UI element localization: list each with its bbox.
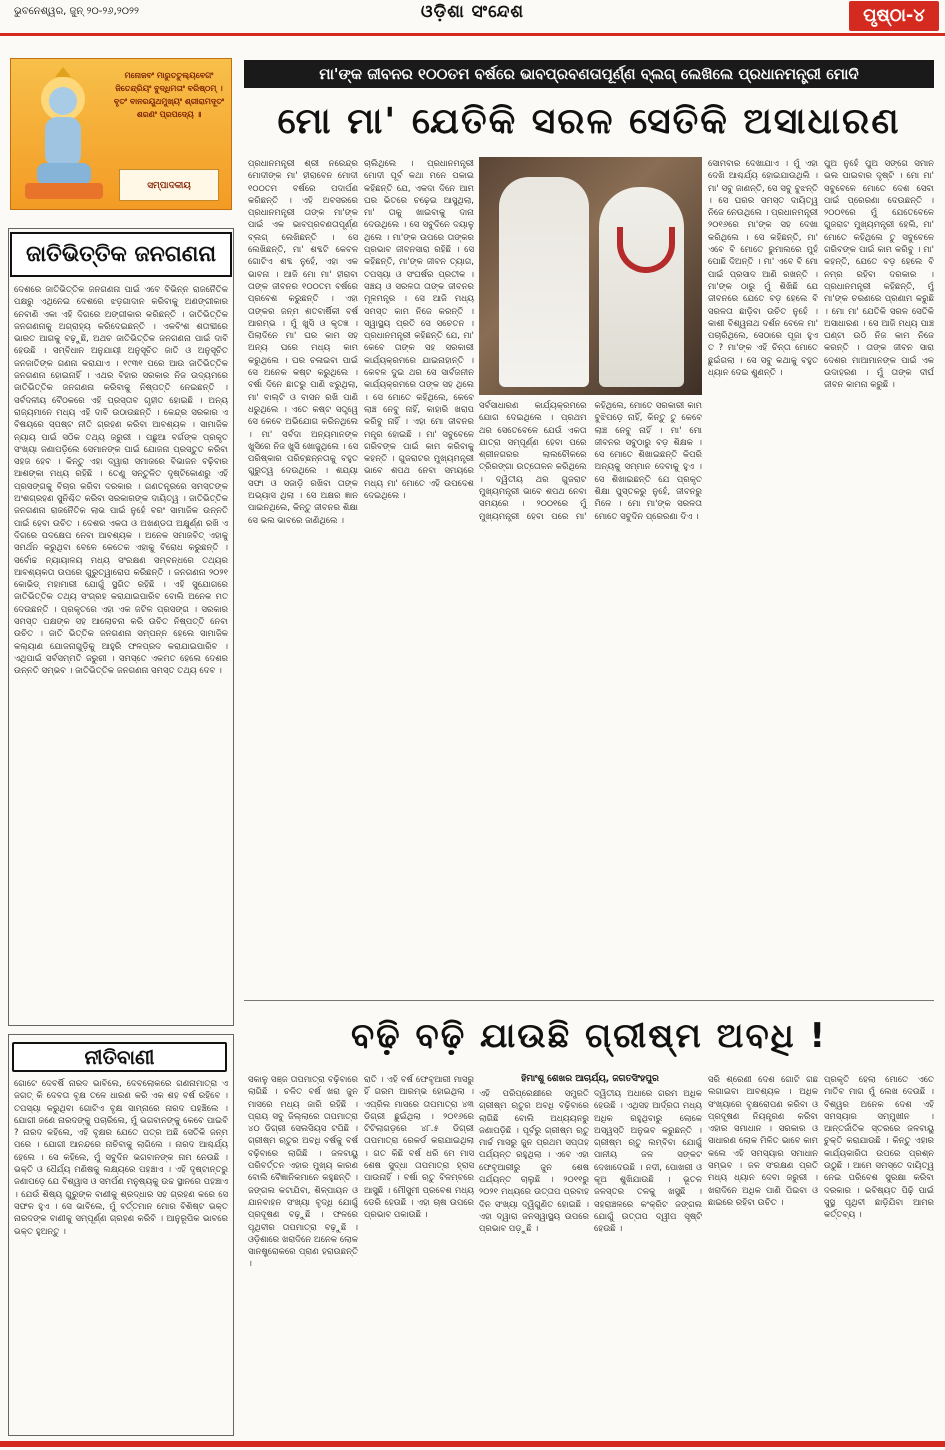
lead-headline: ମୋ ମା' ଯେତିକି ସରଳ ସେତିକି ଅସାଧାରଣ <box>277 101 901 142</box>
lead-kicker: ମା'ଙ୍କ ଜୀବନର ୧୦୦ତମ ବର୍ଷରେ ଭାବପ୍ରବଣତାପୂର୍ଣ୍ଣ ବ୍ଲଗ୍ ଲେଖିଲେ ପ୍ରଧାନମନ୍ତ୍ରୀ ମୋଦି <box>244 60 934 88</box>
header-rule <box>0 33 945 36</box>
devotional-box <box>10 58 232 210</box>
lead-column-4: ସୋମବାର ଦେଖାଯାଏ । ମୁଁ ଏହା ଦେଖି ଆଶ୍ଚର୍ଯ୍ୟ ହୋଇଯାଉଥିଲି । ମା' ସବୁ ଜାଣନ୍ତି, ସେ ସବୁ ବୁଝନ୍ତି । ସେ ଘରର ସମସ୍ତ ଦାୟିତ୍ୱ ନିଜେ ନେଉଥିଲେ । ପ୍ରଧାନମନ୍ତ୍ରୀ ୨୦୧୬ରେ ମା'ଙ୍କ ସହ ଦେଖା କରିଥିଲେ । ସେ କହିଛନ୍ତି, ମା' ଏବେ ବି ମୋତେ ରୁମାଲରେ ମୁହଁ ପୋଛି ଦିଅନ୍ତି । ମା' ଏବେ ବି ମୋ ପାଇଁ ପ୍ରସାଦ ଆଣି ରଖନ୍ତି । ମା'ଙ୍କ ଠାରୁ ମୁଁ ଶିଖିଛି ଯେ ଜୀବନରେ ଯେତେ ବଡ଼ ହେଲେ ବି ସରଳତା ଛାଡ଼ିବା ଉଚିତ ନୁହେଁ । କାଶୀ ବିଶ୍ୱନାଥ ଦର୍ଶନ ବେଳେ ମା' ପଚାରିଥିଲେ, ସେଠାରେ ପୂଜା ହୁଏ ତ ? ମା'ଙ୍କ ଏହି ଚିନ୍ତା ମୋତେ ଛୁଇଁଗଲା । ସେ ସବୁ କଥାକୁ ବହୁତ ଧ୍ୟାନ ଦେଇ ଶୁଣନ୍ତି । <box>708 159 818 379</box>
story-divider <box>244 1000 934 1001</box>
heat-column-6: ପ୍ରକୃତି ହେଲା ମୋତେ ଏତେ ମାତିବ ମାଗ ମୁଁ ଲେଖ ଦେଉଛି । ବିଶ୍ୱର ଅନେକ ଦେଶ ଏହି ସମସ୍ୟାର ସମ୍ମୁଖୀନ । ଆନ୍ତର୍ଜାତିକ ସ୍ତରରେ ଜଳବାୟୁ ଚୁକ୍ତି କରାଯାଉଛି । କିନ୍ତୁ ଏହାର କାର୍ଯ୍ୟକାରିତା ଉପରେ ପ୍ରଶ୍ନ ଉଠୁଛି । ଆମେ ସମସ୍ତେ ଦାୟିତ୍ୱ ନେଇ ପରିବେଶ ସୁରକ୍ଷା କରିବା ଦରକାର । ଭବିଷ୍ୟତ ପିଢ଼ି ପାଇଁ ସୁସ୍ଥ ପୃଥିବୀ ଛାଡ଼ିଯିବା ଆମର କର୍ତ୍ତବ୍ୟ । <box>824 1075 934 1221</box>
heat-headline: ବଢ଼ି ବଢ଼ି ଯାଉଛି ଗ୍ରୀଷ୍ମ ଅବଧି ! <box>350 1016 828 1056</box>
editorial-title: ଜାତିଭିତ୍ତିକ ଜନଗଣନା <box>10 232 232 277</box>
lead-column-1: ପ୍ରଧାନମନ୍ତ୍ରୀ ଶ୍ରୀ ନରେନ୍ଦ୍ର ମୋଦୀଙ୍କ ମା' ହୀରାବେନ ମୋଦୀ ୧୦୦ତମ ବର୍ଷରେ ପଦାର୍ପଣ କରିଛନ୍ତି । ଏହି ଅବସରରେ ପ୍ରଧାନମନ୍ତ୍ରୀ ତାଙ୍କ ମା'ଙ୍କ ପାଇଁ ଏକ ଭାବପ୍ରବଣତାପୂର୍ଣ୍ଣ ବ୍ଲଗ୍ ଲେଖିଛନ୍ତି । ସେ ଲେଖିଛନ୍ତି, ମା' ଶବ୍ଦଟି କେବଳ ଗୋଟିଏ ଶବ୍ଦ ନୁହେଁ, ଏହା ଏକ ଭାବନା । ଆଜି ମୋ ମା' ହୀରାବା ତାଙ୍କ ଜୀବନର ୧୦୦ତମ ବର୍ଷରେ ପ୍ରବେଶ କରୁଛନ୍ତି । ଏହା ତାଙ୍କର ଜନ୍ମ ଶତବାର୍ଷିକୀ ବର୍ଷ ଆରମ୍ଭ । ମୁଁ ଖୁସି ଓ କୃତଜ୍ଞ । ପିଲାଦିନେ ମା' ଘର କାମ ସହ ଅନ୍ୟ ଘରେ ମଧ୍ୟ କାମ କରୁଥିଲେ । ଘର ଚଳାଇବା ପାଇଁ ସେ ଅନେକ କଷ୍ଟ କରୁଥିଲେ । ବର୍ଷା ଦିନେ ଛାତରୁ ପାଣି ଝରୁଥିଲା, ମା' ବାଲ୍ଟି ଓ ବାସନ ରଖି ପାଣି ଧରୁଥିଲେ । ଏତେ କଷ୍ଟ ସତ୍ତ୍ୱେ ସେ କେବେ ଅଭିଯୋଗ କରିନଥିଲେ । ମା' ସର୍ବଦା ଅନ୍ୟମାନଙ୍କ ଖୁସିରେ ନିଜ ଖୁସି ଖୋଜୁଥିଲେ । ସେ ପରିଷ୍କାର ପରିଚ୍ଛନ୍ନତାକୁ ବହୁତ ଗୁରୁତ୍ୱ ଦେଉଥିଲେ । ଶଯ୍ୟା ସଫା ଓ ସଜାଡ଼ି ରଖିବା ତାଙ୍କ ଅଭ୍ୟାସ ଥିଲା । ସେ ଅକ୍ଷର ଜ୍ଞାନ ପାଇନଥିଲେ, କିନ୍ତୁ ଜୀବନର ଶିକ୍ଷା ସେ ଭଲ ଭାବରେ ଜାଣିଥିଲେ । <box>248 159 358 526</box>
editorial-body: ଦେଶରେ ଜାତିଭିତ୍ତିକ ଜନଗଣନା ପାଇଁ ଏବେ ବିଭିନ୍ନ ରାଜନୈତିକ ପକ୍ଷରୁ ଏଥିନେଇ ଦେଶରେ ଝଡ଼ଗାଦାନ କରିବାକୁ ଅଣଙ୍ଗୀକାର ନେବାଣି ଏକା ଏହି ଦିଗରେ ଅଙ୍ଗୀକାର କରିଛନ୍ତି । ଜାତିଭିତ୍ତିକ ଜନଗଣନାକୁ ଅଗ୍ରାହ୍ୟ କରିଦେଇଛନ୍ତି । ଏକବିଂଶ ଶତାବ୍ଦୀରେ ଭାରତ ଆଗକୁ ବଢ଼ୁଛି, ଅଥଚ ଜାତିଭିତ୍ତିକ ଜନଗଣନା ପାଇଁ ଦାବି ହେଉଛି । ସମ୍ବିଧାନ ଅନୁଯାୟୀ ଅନୁସୂଚିତ ଜାତି ଓ ଅନୁସୂଚିତ ଜନଜାତିଙ୍କ ଗଣନା କରାଯାଏ । ୧୯୩୧ ପରେ ଆଉ ଜାତିଭିତ୍ତିକ ଜନଗଣନା ହୋଇନାହିଁ । ଏଥର ବିହାର ସରକାର ନିଜ ଉଦ୍ୟମରେ ଜାତିଭିତ୍ତିକ ଜନଗଣନା କରିବାକୁ ନିଷ୍ପତ୍ତି ନେଇଛନ୍ତି । ସର୍ବଦଳୀୟ ବୈଠକରେ ଏହି ପ୍ରସ୍ତାବ ଗୃହୀତ ହୋଇଛି । ଅନ୍ୟ ରାଜ୍ୟମାନେ ମଧ୍ୟ ଏହି ଦାବି ଉଠାଉଛନ୍ତି । କେନ୍ଦ୍ର ସରକାର ଏ ବିଷୟରେ ସ୍ପଷ୍ଟ ନୀତି ଗ୍ରହଣ କରିବା ଆବଶ୍ୟକ । ସାମାଜିକ ନ୍ୟାୟ ପାଇଁ ସଠିକ ତଥ୍ୟ ଜରୁରୀ । ପଛୁଆ ବର୍ଗଙ୍କ ପ୍ରକୃତ ସଂଖ୍ୟା ଜଣାପଡ଼ିଲେ ସେମାନଙ୍କ ପାଇଁ ଯୋଜନା ପ୍ରସ୍ତୁତ କରିବା ସହଜ ହେବ । କିନ୍ତୁ ଏହା ଦ୍ୱାରା ସମାଜରେ ବିଭାଜନ ବଢ଼ିବାର ଆଶଙ୍କା ମଧ୍ୟ ରହିଛି । ତେଣୁ ସନ୍ତୁଳିତ ଦୃଷ୍ଟିକୋଣରୁ ଏହି ପ୍ରସଙ୍ଗକୁ ବିଚାର କରିବା ଦରକାର । ଗଣତନ୍ତ୍ରରେ ସମସ୍ତଙ୍କ ଅଂଶଗ୍ରହଣ ସୁନିଶ୍ଚିତ କରିବା ସରକାରଙ୍କ ଦାୟିତ୍ୱ । ଜାତିଭିତ୍ତିକ ଜନଗଣନା ରାଜନୈତିକ ଲାଭ ପାଇଁ ନୁହେଁ ବରଂ ସାମାଜିକ ଉନ୍ନତି ପାଇଁ ହେବା ଉଚିତ । ଦେଶର ଏକତା ଓ ଅଖଣ୍ଡତା ଅକ୍ଷୁର୍ଣ୍ଣ ରଖି ଏ ଦିଗରେ ପଦକ୍ଷେପ ନେବା ଆବଶ୍ୟକ । ଅନେକ ସମାଜବିତ୍ ଏହାକୁ ସମର୍ଥନ କରୁଥିବା ବେଳେ କେତେକ ଏହାକୁ ବିରୋଧ କରୁଛନ୍ତି । ସର୍ବୋଚ୍ଚ ନ୍ୟାୟାଳୟ ମଧ୍ୟ ସଂରକ୍ଷଣ ସମ୍ବନ୍ଧରେ ତଥ୍ୟର ଆବଶ୍ୟକତା ଉପରେ ଗୁରୁତ୍ୱାରୋପ କରିଛନ୍ତି । ଜନଗଣନା ୨୦୨୧ କୋଭିଡ୍ ମହାମାରୀ ଯୋଗୁଁ ସ୍ଥଗିତ ରହିଛି । ଏହି ସୁଯୋଗରେ ଜାତିଭିତ୍ତିକ ତଥ୍ୟ ସଂଗ୍ରହ କରାଯାଇପାରିବ ବୋଲି ଅନେକ ମତ ଦେଉଛନ୍ତି । ପ୍ରକୃତରେ ଏହା ଏକ ଜଟିଳ ପ୍ରସଙ୍ଗ । ସରକାର ସମସ୍ତ ପକ୍ଷଙ୍କ ସହ ଆଲୋଚନା କରି ଉଚିତ ନିଷ୍ପତ୍ତି ନେବା ଉଚିତ । ଜାତି ଭିତ୍ତିକ ଜନଗଣନା ସମ୍ପନ୍ନ ହେଲେ ସାମାଜିକ କଲ୍ୟାଣ ଯୋଜନାଗୁଡ଼ିକୁ ଆହୁରି ଫଳପ୍ରଦ କରାଯାଇପାରିବ । ଏଥିପାଇଁ ସର୍ବସମ୍ମତି ଜରୁରୀ । ସମସ୍ତେ ଏକମତ ହେଲେ ଦେଶର ଉନ୍ନତି ସମ୍ଭବ । ଜାତିଭିତ୍ତିକ ଜନଗଣନା ସମସ୍ତ ତଥ୍ୟ ଦେବ । <box>14 285 228 677</box>
niti-body: ଗୋଟେ ଦେବର୍ଷି ନାରଦ ଭାବିଲେ, ଦେବଲୋକରେ ଗଣନାମାତ୍ରା ଏ ଜଗତ୍ କି ଦେବତା ବୃକ୍ଷ ତଳେ ଧାରଣ କରି ଏକ ଶହ ବର୍ଷ ରହିବେ । ତପସ୍ୟା କରୁଥିବା ଗୋଟିଏ ବୃକ୍ଷ ସାମ୍ନାରେ ନାରଦ ପହଞ୍ଚିଲେ । ଯୋଗୀ ଜଣେ ନାରଦଙ୍କୁ ପଚାରିଲେ, ମୁଁ ଭଗବାନଙ୍କୁ କେବେ ପାଇବି ? ନାରଦ କହିଲେ, ଏହି ବୃକ୍ଷର ଯେତେ ପତ୍ର ଅଛି ସେତିକି ଜନ୍ମ ପରେ । ଯୋଗୀ ଆନନ୍ଦରେ ନାଚିବାକୁ ଲାଗିଲେ । ନାରଦ ଆଶ୍ଚର୍ଯ୍ୟ ହେଲେ । ସେ କହିଲେ, ମୁଁ ସବୁଦିନ ଭଗବାନଙ୍କ ନାମ ନେଉଛି । ଭକ୍ତି ଓ ଧୈର୍ଯ୍ୟ ମଣିଷକୁ ଲକ୍ଷ୍ୟରେ ପହଞ୍ଚାଏ । ଏହି ଦୃଷ୍ଟାନ୍ତରୁ ଜଣାପଡ଼େ ଯେ ବିଶ୍ୱାସ ଓ ସମର୍ପଣ ମନୁଷ୍ୟକୁ ଉଚ୍ଚ ସ୍ଥାନରେ ପହଞ୍ଚାଏ । ଯେଉଁ ଶିଷ୍ୟ ଗୁରୁଙ୍କ ବାଣୀକୁ ଶ୍ରଦ୍ଧାର ସହ ଗ୍ରହଣ କରେ ସେ ସଫଳ ହୁଏ । ସେ ଭାବିଲେ, ମୁଁ ବର୍ତ୍ତମାନ ମୋର ବିଶିଷ୍ଟ ଭକ୍ତ ନାରଦଙ୍କ ବାଣୀକୁ ସମ୍ପୂର୍ଣ୍ଣ ଗ୍ରହଣ କରିବି । ଆନୁରୂପିକ ଭାବରେ ଭକ୍ତ ହୁଅନ୍ତୁ । <box>14 1079 228 1237</box>
photo-figure-mother <box>599 187 684 387</box>
lead-column-3: ସର୍ବସାଧାରଣ କାର୍ଯ୍ୟକ୍ରମରେ ଯୋଗ ଦେଇଥିଲେ । ପ୍ରଥମ ଥର ସେତେବେଳେ ଯେଉଁ ଏକତା ଯାତ୍ରା ସମ୍ପୂର୍ଣ୍ଣ ହେବା ପରେ ଶ୍ରୀନଗରର ଲାଲଚୌକରେ ତ୍ରିରଙ୍ଗା ଉତ୍ତୋଳନ କରିଥିଲେ । ଦ୍ୱିତୀୟ ଥର ଗୁଜରାଟ ମୁଖ୍ୟମନ୍ତ୍ରୀ ଭାବେ ଶପଥ ନେବା ସମୟରେ । ୨୦୦୧ରେ ମୁଁ ମୁଖ୍ୟମନ୍ତ୍ରୀ ହେବା ପରେ ମା' କହିଥିଲେ, ମୋତେ ସରକାରୀ କାମ ବୁଝିପଡ଼େ ନାହିଁ, କିନ୍ତୁ ତୁ କେବେ ଲାଞ୍ଚ ନେବୁ ନାହିଁ । ମା' ମୋ ଜୀବନର ସବୁଠାରୁ ବଡ଼ ଶିକ୍ଷକ । ସେ ମୋତେ ଶିଖାଇଛନ୍ତି କିପରି ଅନ୍ୟକୁ ସମ୍ମାନ ଦେବାକୁ ହୁଏ । ସେ ଶିଖାଇଛନ୍ତି ଯେ ପ୍ରକୃତ ଶିକ୍ଷା ପୁସ୍ତକରୁ ନୁହେଁ, ଜୀବନରୁ ମିଳେ । ମୋ ମା'ଙ୍କ ସରଳତା ମୋତେ ସବୁଦିନ ପ୍ରେରଣା ଦିଏ । <box>479 401 702 522</box>
lead-column-2: ଚାଲିଥିଲେ । ପ୍ରଧାନମନ୍ତ୍ରୀ ମୋଦୀ ପୂର୍ବ କଥା ମନେ ପକାଇ କହିଛନ୍ତି ଯେ, ଏକଦା ଦିନେ ଆମ ଘର ଭିତରେ ଚଢ଼େଇ ଆସୁଥିଲା, ମା' ତାକୁ ଖାଇବାକୁ ଦାନା ଦେଉଥିଲେ । ସେ ସବୁଦିନେ ଦୟାଳୁ ଥିଲେ । ମା'ଙ୍କ ଉପରେ ତାଙ୍କର ପ୍ରଭାବ ଜୀବନସାରା ରହିଛି । ସେ କହିଛନ୍ତି, ମା'ଙ୍କ ଜୀବନ ତ୍ୟାଗ, ତପସ୍ୟା ଓ ସଂଘର୍ଷର ପ୍ରତୀକ । ସଞ୍ଚୟ ଓ ସରଳତା ତାଙ୍କ ଜୀବନର ମୂଳମନ୍ତ୍ର । ସେ ଆଜି ମଧ୍ୟ ସମସ୍ତ କାମ ନିଜେ କରନ୍ତି । ସ୍ୱାସ୍ଥ୍ୟ ପ୍ରତି ସେ ସଚେତନ । ପ୍ରଧାନମନ୍ତ୍ରୀ କହିଛନ୍ତି ଯେ, ମା' କେବେ ତାଙ୍କ ସହ ସରକାରୀ କାର୍ଯ୍ୟକ୍ରମରେ ଯାଇନାହାନ୍ତି । କେବଳ ଦୁଇ ଥର ସେ ସାର୍ବଜନୀନ କାର୍ଯ୍ୟକ୍ରମରେ ତାଙ୍କ ସହ ଥିଲେ । ସେ ମୋତେ କହିଥିଲେ, କେବେ ଲାଞ୍ଚ ନେବୁ ନାହିଁ, କାହାରି ଖରାପ କରିବୁ ନାହିଁ । ଏହା ମୋ ଜୀବନର ମନ୍ତ୍ର ହୋଇଛି । ମା' ସବୁବେଳେ ଗରିବଙ୍କ ପାଇଁ କାମ କରିବାକୁ କହନ୍ତି । ଗୁଜରାଟର ମୁଖ୍ୟମନ୍ତ୍ରୀ ଭାବେ ଶପଥ ନେବା ସମୟରେ ମଧ୍ୟ ମା' ମୋତେ ଏହି ଉପଦେଶ ଦେଇଥିଲେ । <box>364 159 474 502</box>
lead-column-5: ପୁଅ ନୁହେଁ ପୁଅ ସଙ୍ଗେ ସମାନ ଭଲ ପାଇବାର ଦୃଷ୍ଟି । ମୋ ମା' ସବୁବେଳେ ମୋତେ ଦେଶ ସେବା ପାଇଁ ପ୍ରେରଣା ଦେଉଛନ୍ତି । ୨୦୦୧ରେ ମୁଁ ଯେତେବେଳେ ଗୁଜରାଟ ମୁଖ୍ୟମନ୍ତ୍ରୀ ହେଲି, ମା' ମୋତେ କହିଥିଲେ ତୁ ସବୁବେଳେ ଗରିବଙ୍କ ପାଇଁ କାମ କରିବୁ । ମା' କହନ୍ତି, ଯେତେ ବଡ଼ ହେଲେ ବି ନମ୍ର ରହିବା ଦରକାର । ପ୍ରଧାନମନ୍ତ୍ରୀ କହିଛନ୍ତି, ମୁଁ ମା'ଙ୍କ ଚରଣରେ ପ୍ରଣାମ କରୁଛି । ମୋ ମା' ଯେତିକି ସରଳ ସେତିକି ଅସାଧାରଣ । ସେ ଆଜି ମଧ୍ୟ ପାଞ୍ଚ ଘଣ୍ଟା ଉଠି ନିଜ କାମ ନିଜେ କରନ୍ତି । ତାଙ୍କ ଜୀବନ ସାରା ଦେଶର ମାଆମାନଙ୍କ ପାଇଁ ଏକ ଉଦାହରଣ । ମୁଁ ତାଙ୍କ ଦୀର୍ଘ ଜୀବନ କାମନା କରୁଛି । <box>824 159 934 391</box>
heat-column-1: ସକାଳୁ ସଞ୍ଜ ତାପମାତ୍ରା ବଢ଼ିବାରେ ଲାଗିଛି । ଚଳିତ ବର୍ଷ ଖରା ଜୁନ ମାସରେ ମଧ୍ୟ ଜାରି ରହିଛି । ପ୍ରାୟ ସବୁ ଜିଲ୍ଲାରେ ତାପମାତ୍ରା ୪୦ ଡିଗ୍ରୀ ସେଲସିୟସ ଟପିଛି । ଗ୍ରୀଷ୍ମ ଋତୁର ଅବଧି ବର୍ଷକୁ ବର୍ଷ ବଢ଼ିବାରେ ଲାଗିଛି । ଜଳବାୟୁ ପରିବର୍ତ୍ତନ ଏହାର ମୁଖ୍ୟ କାରଣ ବୋଲି ବୈଜ୍ଞାନିକମାନେ କହୁଛନ୍ତି । ଜଙ୍ଗଲ କଟାଯିବା, ଶିଳ୍ପାୟନ ଓ ଯାନବାହନ ସଂଖ୍ୟା ବୃଦ୍ଧି ଯୋଗୁଁ ପ୍ରଦୂଷଣ ବଢ଼ୁଛି । ଫଳରେ ପୃଥିବୀର ତାପମାତ୍ରା ବଢ଼ୁଛି । ଓଡ଼ିଶାରେ ଖରାଦିନେ ଅନେକ ଲୋକ ସାନଷ୍ଟ୍ରୋକରେ ପ୍ରାଣ ହରାଉଛନ୍ତି । <box>248 1075 358 1270</box>
devotional-mantra: ମନୋଜବଂ ମାରୁତତୁଲ୍ୟବେଗଂ ଜିତେନ୍ଦ୍ରିୟଂ ବୁଦ୍ଧିମତାଂ ବରିଷ୍ଠମ୍ । ବୃତଂ ବାନରୟୂଥମୁଖ୍ୟଂ ଶ୍ରୀରାମଦୂତଂ ଶରଣଂ ପ୍ରପଦ୍ୟେ ॥ <box>113 71 225 119</box>
niti-title: ନୀତିବାଣୀ <box>12 1042 227 1072</box>
photo-figure-modi <box>499 177 589 387</box>
hanuman-illustration <box>15 65 110 205</box>
heat-byline: ହିମାଂଶୁ ଶେଖର ଆଚାର୍ଯ୍ୟ, ଜଗତସିଂହପୁର <box>521 1074 659 1084</box>
footer-rule <box>0 1441 945 1447</box>
editorial-brand-badge: ସମ୍ପାଦକୀୟ <box>119 169 219 201</box>
modi-with-mother-photo <box>479 157 702 395</box>
page-number-badge: ପୃଷ୍ଠା-୪ <box>849 1 939 31</box>
dateline: ଭୁବନେଶ୍ୱର, ଜୁନ୍ ୨୦-୨୬,୨୦୨୨ <box>14 6 139 17</box>
heat-column-5: ସରି ଶ୍ରେଣୀ ଦେଶ ଗୋଟି ଗଛ ଲଗାଇବା ଆବଶ୍ୟକ । ଅଧିକ ସଂଖ୍ୟାରେ ବୃକ୍ଷରୋପଣ କରିବା ଓ ପ୍ରଦୂଷଣ ନିୟନ୍ତ୍ରଣ କରିବା ଏହାର ସମାଧାନ । ସରକାର ଓ ସାଧାରଣ ଲୋକ ମିଳିତ ଭାବେ କାମ କଲେ ଏହି ସମସ୍ୟାର ସମାଧାନ ସମ୍ଭବ । ଜଳ ସଂରକ୍ଷଣ ପ୍ରତି ମଧ୍ୟ ଧ୍ୟାନ ଦେବା ଜରୁରୀ । ଖରାଦିନେ ଅଧିକ ପାଣି ପିଇବା ଓ ଛାଇରେ ରହିବା ଉଚିତ । <box>708 1075 818 1208</box>
heat-column-3: ଏହି ପରିପ୍ରେକ୍ଷୀରେ ସମ୍ପ୍ରତି ଗ୍ରୀଷ୍ମ ଋତୁର ଅବଧି ବଢ଼ିବାରେ ଲାଗିଛି ବୋଲି ଅଧ୍ୟୟନରୁ ଜଣାପଡ଼ିଛି । ପୂର୍ବରୁ ଗ୍ରୀଷ୍ମ ଋତୁ ମାର୍ଚ୍ଚ ମାସରୁ ଜୁନ ପ୍ରଥମ ସପ୍ତାହ ପର୍ଯ୍ୟନ୍ତ ରହୁଥିଲା । ଏବେ ଏହା ଫେବୃଆରୀରୁ ଜୁନ ଶେଷ ପର୍ଯ୍ୟନ୍ତ ଚାଲୁଛି । ୨୦୧୧ରୁ ୨୦୨୧ ମଧ୍ୟରେ ଉତ୍ତାପ ପ୍ରବାହ ଦିନ ସଂଖ୍ୟା ଦ୍ୱିଗୁଣିତ ହୋଇଛି । ଏହା ଦ୍ୱାରା ଜନସ୍ୱାସ୍ଥ୍ୟ ଉପରେ ପ୍ରଭାବ ପଡ଼ୁଛି । <box>479 1089 589 1235</box>
heat-column-2: ରାତି । ଏହି ବର୍ଷ ଫେବୃଆରୀ ମାସରୁ ହିଁ ଗରମ ଆରମ୍ଭ ହୋଇଥିଲା । ଏପ୍ରିଲ ମାସରେ ତାପମାତ୍ରା ୪୩ ଡିଗ୍ରୀ ଛୁଇଁଥିଲା । ୨୦୧୬ରେ ଟିଟିଲାଗଡ଼ରେ ୪୮.୫ ଡିଗ୍ରୀ ତାପମାତ୍ରା ରେକର୍ଡ କରାଯାଇଥିଲା । ଗତ କିଛି ବର୍ଷ ଧରି ମେ ମାସ ଶେଷ ସୁଦ୍ଧା ତାପମାତ୍ରା ହ୍ରାସ ପାଉନାହିଁ । ବର୍ଷା ଋତୁ ବିଳମ୍ବରେ ଆସୁଛି । ମୌସୁମୀ ପ୍ରବେଶ ମଧ୍ୟ ଡେରି ହେଉଛି । ଏହା ଚାଷ ଉପରେ ପ୍ରଭାବ ପକାଉଛି । <box>364 1075 474 1221</box>
masthead: ଓଡ଼ିଶା ସଂନ୍ଦେଶ <box>420 2 525 22</box>
heat-column-4: ଦ୍ୱିତୀୟ ଅଧାରେ ଗରମ ଅଧିକ ହେଉଛି । ଏଥିସହ ଆର୍ଦ୍ରତା ମଧ୍ୟ ଅଧିକ ରହୁଥିବାରୁ ଲୋକେ ଅସ୍ୱସ୍ତି ଅନୁଭବ କରୁଛନ୍ତି । ଗ୍ରୀଷ୍ମ ଋତୁ ଲମ୍ବିବା ଯୋଗୁଁ ପାନୀୟ ଜଳ ସଙ୍କଟ ଦେଖାଦେଉଛି । ନଦୀ, ପୋଖରୀ ଓ କୂଅ ଶୁଖିଯାଉଛି । ଭୂତଳ ଜଳସ୍ତର ତଳକୁ ଖସୁଛି । ସହରାଞ୍ଚଳରେ କଂକ୍ରିଟ ଜଙ୍ଗଲ ଯୋଗୁଁ ଉତ୍ତାପ ଦ୍ୱୀପ ସୃଷ୍ଟି ହେଉଛି । <box>594 1089 702 1235</box>
